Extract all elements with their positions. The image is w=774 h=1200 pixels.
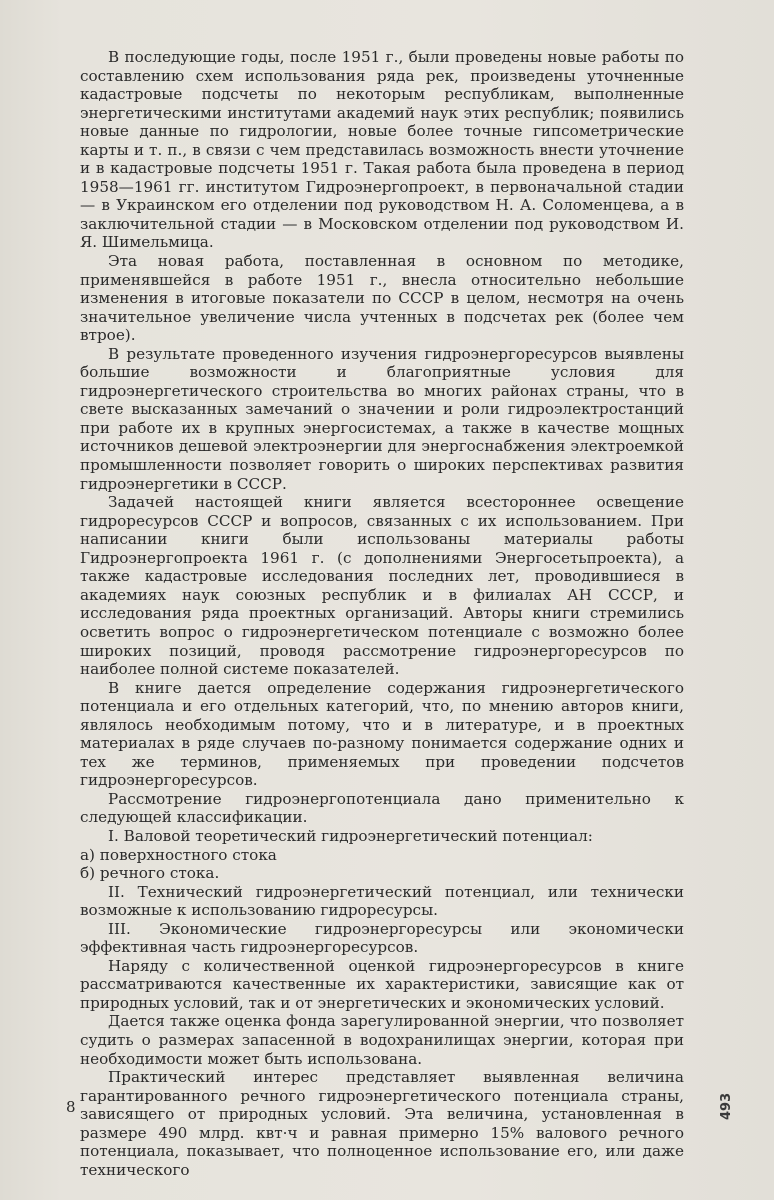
paragraph: Эта новая работа, поставленная в основном по методике, применявшейся в работе 1951 г., внесла относительно небольшие изменения в итоговые показатели по СССР в целом, несмотря на очень значительное увеличение числа учтенных в подсчетах рек (более чем втрое). bbox=[80, 252, 684, 345]
paragraph: Рассмотрение гидроэнергопотенциала дано применительно к следующей классификации. bbox=[80, 789, 684, 827]
paragraph: Задачей настоящей книги является всестороннее освещение гидроресурсов СССР и вопросов, связанных с их использованием. При написании книги были использованы материалы работы Гидроэнергопроекта 1961 г. (с дополнениями Энергосетьпроекта), а также кадастровые исследования последних лет, проводившиеся в академиях наук союзных республик и в филиалах АН СССР, и исследования ряда проектных организаций. Авторы книги стремились осветить вопрос о гидроэнергетическом потенциале с возможно более широких позиций, проводя рассмотрение гидроэнергоресурсов по наиболее полной системе показателей. bbox=[80, 493, 684, 679]
paragraph: В последующие годы, после 1951 г., были проведены новые работы по составлению схем использования ряда рек, произведены уточненные кадастровые подсчеты по некоторым республикам, выполненные энергетическими институтами академий наук этих республик; появились новые данные по гидрологии, новые более точные гипсометрические карты и т. п., в связи с чем представилась возможность внести уточнение и в кадастровые подсчеты 1951 г. Такая работа была проведена в период 1958—1961 гг. институтом Гидроэнергопроект, в первоначальной стадии — в Украинском его отделении под руководством Н. А. Соломенцева, а в заключительной стадии — в Московском отделении под руководством И. Я. Шимельмица. bbox=[80, 48, 684, 252]
classification-item: II. Технический гидроэнергетический потенциал, или технически возможные к использованию гидроресурсы. bbox=[80, 882, 684, 920]
classification-item: III. Экономические гидроэнергоресурсы или экономически эффективная часть гидроэнергоресурсов. bbox=[80, 919, 684, 957]
body-text bbox=[80, 48, 684, 1179]
paragraph: В книге дается определение содержания гидроэнергетического потенциала и его отдельных категорий, что, по мнению авторов книги, являлось необходимым потому, что и в литературе, и в проектных материалах в ряде случаев по-разному понимается содержание одних и тех же терминов, применяемых при проведении подсчетов гидроэнергоресурсов. bbox=[80, 678, 684, 790]
library-stamp: 493 bbox=[719, 1092, 734, 1120]
paragraph: Практический интерес представляет выявленная величина гарантированного речного гидроэнергетического потенциала страны, зависящего от природных условий. Эта величина, установленная в размере 490 млрд. квт·ч и равная примерно 15% валового речного потенциала, показывает, что полноценное использование его, или даже технического bbox=[80, 1068, 684, 1179]
page-number: 8 bbox=[66, 1098, 76, 1116]
classification-item: I. Валовой теоретический гидроэнергетический потенциал: bbox=[108, 826, 593, 845]
classification-subitem: а) поверхностного стока bbox=[80, 845, 277, 864]
paragraph: Дается также оценка фонда зарегулированной энергии, что позволяет судить о размерах запасенной в водохранилищах энергии, которая при необходимости может быть использована. bbox=[80, 1012, 684, 1068]
paragraph: В результате проведенного изучения гидроэнергоресурсов выявлены большие возможности и благоприятные условия для гидроэнергетического строительства во многих районах страны, что в свете высказанных замечаний о значении и роли гидроэлектростанций при работе их в крупных энергосистемах, а также в качестве мощных источников дешевой электроэнергии для энергоснабжения электроемкой промышленности позволяет говорить о широких перспективах развития гидроэнергетики в СССР. bbox=[80, 344, 684, 493]
classification-subitem: б) речного стока. bbox=[80, 864, 220, 883]
paragraph: Наряду с количественной оценкой гидроэнергоресурсов в книге рассматриваются качественные их характеристики, зависящие как от природных условий, так и от энергетических и экономических условий. bbox=[80, 956, 684, 1012]
